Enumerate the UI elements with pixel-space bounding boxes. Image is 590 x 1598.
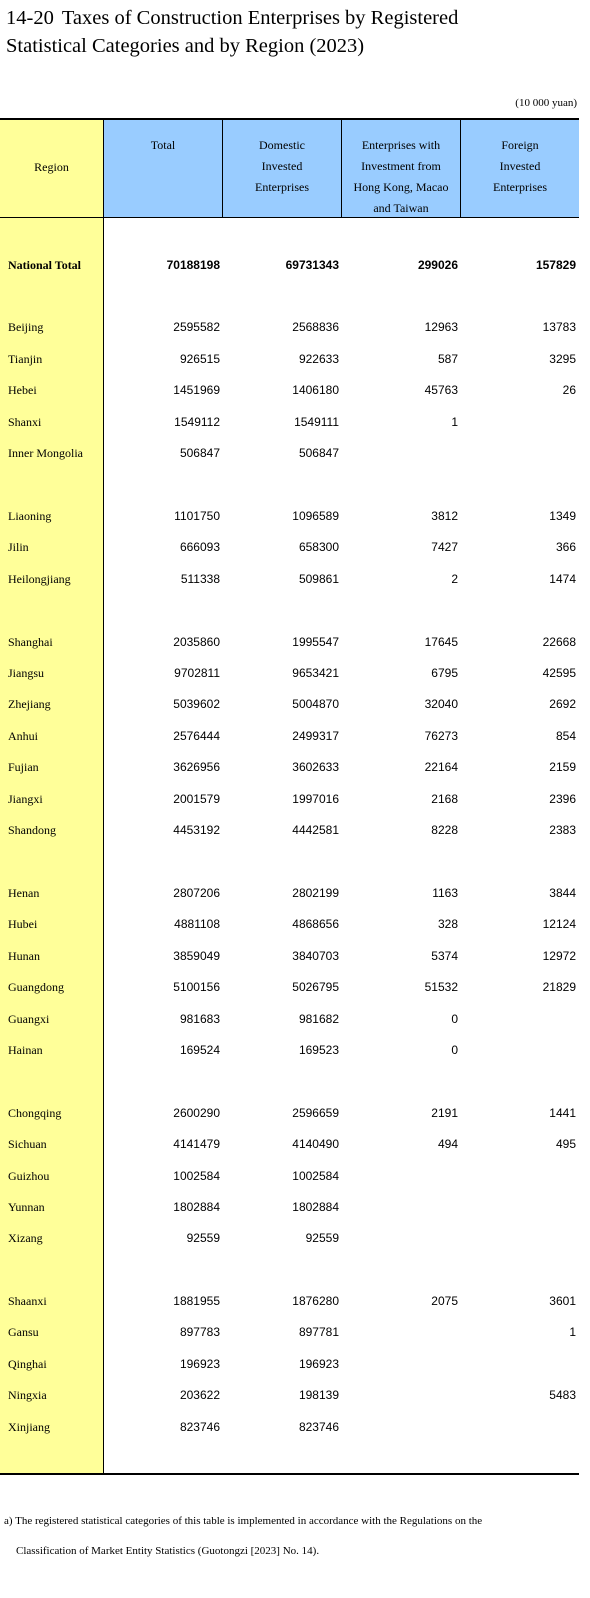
cell-total: 5039602	[173, 697, 220, 711]
cell-hkmt: 5374	[431, 949, 458, 963]
cell-foreign: 3295	[549, 352, 576, 366]
cell-domestic: 1802884	[292, 1200, 339, 1214]
cell-hkmt: 8228	[431, 823, 458, 837]
region-name: Jiangsu	[8, 666, 44, 680]
region-name: Jilin	[8, 540, 29, 554]
cell-total: 511338	[180, 572, 220, 586]
cell-foreign: 366	[555, 540, 576, 554]
region-name: Shaanxi	[8, 1294, 47, 1308]
cell-total: 92559	[186, 1231, 220, 1245]
table-row	[0, 664, 579, 684]
table-row	[0, 413, 579, 433]
cell-total: 2600290	[173, 1106, 220, 1120]
table-row	[0, 790, 579, 810]
region-name: Hebei	[8, 383, 37, 397]
region-name: National Total	[8, 258, 82, 272]
cell-total: 2595582	[173, 320, 220, 334]
table-row	[0, 1010, 579, 1030]
cell-total: 1451969	[173, 383, 220, 397]
cell-domestic: 69731343	[285, 258, 339, 272]
footnote-line-2: Classification of Market Entity Statistics (Guotongzi [2023] No. 14).	[16, 1545, 320, 1557]
table-row	[0, 884, 579, 904]
cell-domestic: 922633	[298, 352, 339, 366]
cell-foreign: 3601	[549, 1294, 576, 1308]
table-row	[0, 1229, 579, 1249]
region-name: Qinghai	[8, 1357, 47, 1371]
table-row	[0, 1104, 579, 1124]
region-name: Xinjiang	[8, 1420, 50, 1434]
cell-domestic: 1995547	[292, 635, 339, 649]
header-hkmt	[342, 135, 460, 219]
cell-foreign: 42595	[542, 666, 576, 680]
cell-hkmt: 1163	[432, 886, 458, 900]
table-row	[0, 1292, 579, 1312]
cell-domestic: 658300	[298, 540, 339, 554]
cell-foreign: 21829	[542, 980, 576, 994]
cell-hkmt: 494	[437, 1137, 458, 1151]
cell-total: 1002584	[173, 1169, 220, 1183]
region-name: Zhejiang	[8, 697, 51, 711]
cell-domestic: 1096589	[292, 509, 339, 523]
cell-domestic: 2596659	[292, 1106, 339, 1120]
header-domestic-line: Enterprises	[255, 180, 309, 194]
cell-hkmt: 587	[437, 352, 458, 366]
title-line-1	[6, 4, 458, 32]
cell-domestic: 3602633	[292, 760, 339, 774]
region-name: Heilongjiang	[8, 572, 71, 586]
region-name: Tianjin	[8, 352, 43, 366]
table-row	[0, 381, 579, 401]
cell-total: 196923	[179, 1357, 220, 1371]
header-bottom-border	[0, 217, 579, 218]
cell-hkmt: 0	[451, 1012, 458, 1026]
region-name: Shandong	[8, 823, 56, 837]
table-row	[0, 758, 579, 778]
region-name: Henan	[8, 886, 40, 900]
cell-domestic: 2802199	[292, 886, 339, 900]
cell-total: 506847	[179, 446, 220, 460]
table-row	[0, 727, 579, 747]
cell-domestic: 2568836	[292, 320, 339, 334]
cell-total: 2576444	[173, 729, 220, 743]
header-hkmt-line: Investment from	[361, 159, 441, 173]
cell-total: 1549112	[174, 415, 220, 429]
cell-domestic: 1876280	[292, 1294, 339, 1308]
table-row	[0, 695, 579, 715]
cell-hkmt: 3812	[431, 509, 458, 523]
cell-total: 70188198	[166, 258, 220, 272]
cell-domestic: 2499317	[292, 729, 339, 743]
cell-foreign: 12972	[542, 949, 576, 963]
cell-domestic: 1406180	[292, 383, 339, 397]
cell-hkmt: 299026	[417, 258, 458, 272]
cell-total: 897783	[179, 1325, 220, 1339]
region-name: Sichuan	[8, 1137, 47, 1151]
region-name: Fujian	[8, 760, 39, 774]
header-foreign-line: Invested	[499, 159, 541, 173]
cell-foreign: 12124	[542, 917, 576, 931]
cell-domestic: 823746	[298, 1420, 339, 1434]
cell-foreign: 2383	[549, 823, 576, 837]
table-row	[0, 821, 579, 841]
cell-hkmt: 32040	[424, 697, 458, 711]
cell-hkmt: 2191	[431, 1106, 458, 1120]
table-row	[0, 444, 579, 464]
cell-hkmt: 6795	[431, 666, 458, 680]
cell-domestic: 5026795	[292, 980, 339, 994]
table-row	[0, 1167, 579, 1187]
cell-hkmt: 76273	[424, 729, 458, 743]
table-row	[0, 538, 579, 558]
footnote-line-1: a) The registered statistical categories of this table is implemented in accordance with the Regulations on the	[4, 1515, 483, 1527]
table-bottom-border	[0, 1473, 579, 1475]
unit-label: (10 000 yuan)	[515, 97, 577, 109]
cell-foreign: 1349	[549, 509, 576, 523]
table-title	[6, 4, 458, 60]
region-name: Yunnan	[8, 1200, 45, 1214]
cell-total: 926515	[179, 352, 220, 366]
cell-total: 666093	[179, 540, 220, 554]
cell-total: 2035860	[173, 635, 220, 649]
header-hkmt-line: and Taiwan	[373, 201, 429, 215]
region-name: Hunan	[8, 949, 40, 963]
cell-foreign: 157829	[535, 258, 576, 272]
table-row	[0, 1323, 579, 1343]
cell-domestic: 509861	[298, 572, 339, 586]
cell-domestic: 1002584	[292, 1169, 339, 1183]
cell-foreign: 13783	[542, 320, 576, 334]
cell-hkmt: 2168	[431, 792, 458, 806]
region-name: Shanghai	[8, 635, 53, 649]
cell-domestic: 4140490	[292, 1137, 339, 1151]
cell-domestic: 169523	[298, 1043, 339, 1057]
cell-total: 4141479	[173, 1137, 220, 1151]
region-name: Shanxi	[8, 415, 42, 429]
cell-foreign: 3844	[549, 886, 576, 900]
region-name: Jiangxi	[8, 792, 43, 806]
cell-domestic: 4442581	[292, 823, 339, 837]
region-name: Hubei	[8, 917, 38, 931]
region-name: Chongqing	[8, 1106, 62, 1120]
region-name: Xizang	[8, 1231, 43, 1245]
cell-domestic: 198139	[298, 1388, 339, 1402]
cell-domestic: 5004870	[292, 697, 339, 711]
cell-total: 5100156	[173, 980, 220, 994]
region-name: Hainan	[8, 1043, 43, 1057]
cell-total: 1881955	[173, 1294, 220, 1308]
header-foreign-line: Foreign	[501, 138, 539, 152]
cell-domestic: 1549111	[294, 415, 339, 429]
cell-hkmt: 2	[451, 572, 458, 586]
cell-domestic: 3840703	[292, 949, 339, 963]
cell-domestic: 897781	[298, 1325, 339, 1339]
region-name: Ningxia	[8, 1388, 47, 1402]
cell-domestic: 981682	[298, 1012, 339, 1026]
cell-hkmt: 7427	[431, 540, 458, 554]
cell-domestic: 4868656	[292, 917, 339, 931]
cell-domestic: 196923	[298, 1357, 339, 1371]
table-row	[0, 256, 579, 276]
cell-hkmt: 51532	[424, 980, 458, 994]
cell-total: 169524	[179, 1043, 220, 1057]
cell-total: 4453192	[173, 823, 220, 837]
cell-foreign: 2396	[549, 792, 576, 806]
cell-foreign: 2692	[549, 697, 576, 711]
region-name: Anhui	[8, 729, 38, 743]
table-row	[0, 1041, 579, 1061]
table-row	[0, 507, 579, 527]
cell-total: 1802884	[173, 1200, 220, 1214]
cell-foreign: 1474	[549, 572, 576, 586]
header-total: Total	[150, 138, 176, 152]
region-name: Liaoning	[8, 509, 52, 523]
table-number: 14-20	[6, 7, 54, 29]
cell-total: 823746	[179, 1420, 220, 1434]
table-row	[0, 1386, 579, 1406]
title-text-1: Taxes of Construction Enterprises by Registered	[61, 7, 459, 29]
region-name: Guizhou	[8, 1169, 50, 1183]
header-domestic-line: Domestic	[259, 138, 305, 152]
cell-hkmt: 17645	[424, 635, 458, 649]
cell-hkmt: 12963	[424, 320, 458, 334]
cell-total: 1101750	[174, 509, 220, 523]
cell-hkmt: 0	[451, 1043, 458, 1057]
cell-domestic: 9653421	[292, 666, 339, 680]
header-foreign	[461, 135, 579, 198]
cell-hkmt: 22164	[424, 760, 458, 774]
region-name: Guangxi	[8, 1012, 50, 1026]
header-hkmt-line: Enterprises with	[361, 138, 441, 152]
table-row	[0, 570, 579, 590]
header-hkmt-line: Hong Kong, Macao	[353, 180, 449, 194]
title-line-2: Statistical Categories and by Region (2023)	[6, 35, 365, 57]
cell-hkmt: 2075	[431, 1294, 458, 1308]
cell-hkmt: 328	[437, 917, 458, 931]
table-row	[0, 318, 579, 338]
table-row	[0, 915, 579, 935]
cell-total: 981683	[179, 1012, 220, 1026]
cell-total: 9702811	[174, 666, 220, 680]
cell-total: 203622	[179, 1388, 220, 1402]
cell-total: 3859049	[173, 949, 220, 963]
table-row	[0, 633, 579, 653]
cell-total: 2001579	[173, 792, 220, 806]
header-foreign-line: Enterprises	[493, 180, 547, 194]
header-region: Region	[34, 160, 69, 174]
header-domestic-line: Invested	[261, 159, 303, 173]
cell-total: 3626956	[173, 760, 220, 774]
cell-foreign: 1	[569, 1325, 576, 1339]
cell-hkmt: 45763	[424, 383, 458, 397]
region-name: Guangdong	[8, 980, 64, 994]
region-name: Gansu	[8, 1325, 39, 1339]
cell-total: 4881108	[174, 917, 220, 931]
cell-foreign: 1441	[549, 1106, 576, 1120]
table-row	[0, 978, 579, 998]
region-name: Inner Mongolia	[8, 446, 83, 460]
region-name: Beijing	[8, 320, 44, 334]
table-row	[0, 1135, 579, 1155]
cell-foreign: 2159	[549, 760, 576, 774]
cell-foreign: 22668	[542, 635, 576, 649]
cell-domestic: 506847	[298, 446, 339, 460]
cell-domestic: 92559	[305, 1231, 339, 1245]
cell-foreign: 495	[555, 1137, 576, 1151]
table-row	[0, 350, 579, 370]
cell-hkmt: 1	[451, 415, 458, 429]
cell-domestic: 1997016	[292, 792, 339, 806]
table-row	[0, 947, 579, 967]
table-row	[0, 1198, 579, 1218]
cell-foreign: 5483	[549, 1388, 576, 1402]
table-row	[0, 1418, 579, 1438]
header-domestic	[223, 135, 341, 198]
table-top-border	[0, 118, 579, 120]
cell-total: 2807206	[173, 886, 220, 900]
cell-foreign: 854	[555, 729, 576, 743]
table-row	[0, 1355, 579, 1375]
cell-foreign: 26	[562, 383, 576, 397]
